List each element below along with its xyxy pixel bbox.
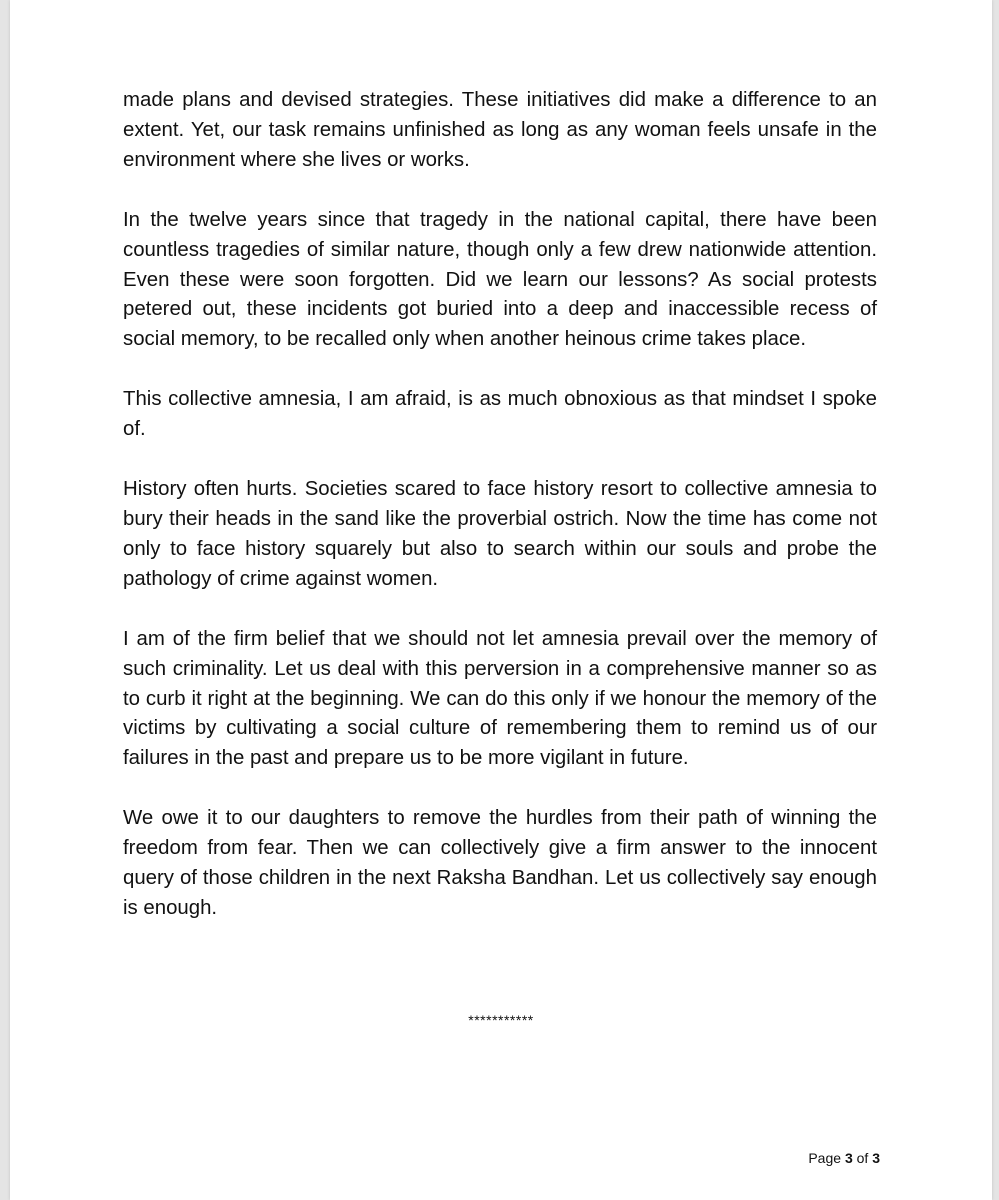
page-label: Page	[808, 1150, 842, 1166]
section-separator: ***********	[468, 1012, 534, 1028]
current-page-number: 3	[844, 1150, 853, 1166]
paragraph-1: made plans and devised strategies. These initiatives did make a difference to an extent. Yet, our task remains unfinished as long as any woman feels unsafe in the environment where she lives or works.	[123, 89, 877, 171]
paragraph-2: In the twelve years since that tragedy in the national capital, there have been countless tragedies of similar nature, though only a few drew nationwide attention. Even these were soon forgotten. Did we learn our lessons? As social protests petered out, these incidents got buried into a deep and inaccessible recess of social memory, to be recalled only when another heinous crime takes place.	[123, 208, 877, 351]
page-footer	[808, 1150, 880, 1166]
of-label: of	[856, 1150, 869, 1166]
paragraph-6: We owe it to our daughters to remove the hurdles from their path of winning the freedom from fear. Then we can collectively give a firm answer to the innocent query of those children in the next Raksha Bandhan. Let us collectively say enough is enough.	[123, 807, 877, 919]
document-page	[10, 0, 992, 1200]
paragraph-5: I am of the firm belief that we should not let amnesia prevail over the memory of such criminality. Let us deal with this perversion in a comprehensive manner so as to curb it right at the beginning. We can do this only if we honour the memory of the victims by cultivating a social culture of remembering them to remind us of our failures in the past and prepare us to be more vigilant in future.	[123, 627, 877, 770]
paragraph-3: This collective amnesia, I am afraid, is as much obnoxious as that mindset I spoke of.	[123, 388, 877, 441]
total-pages-number: 3	[872, 1150, 880, 1166]
body-text	[123, 86, 877, 954]
paragraph-4: History often hurts. Societies scared to face history resort to collective amnesia to bury their heads in the sand like the proverbial ostrich. Now the time has come not only to face history squarely but also to search within our souls and probe the pathology of crime against women.	[123, 478, 877, 590]
